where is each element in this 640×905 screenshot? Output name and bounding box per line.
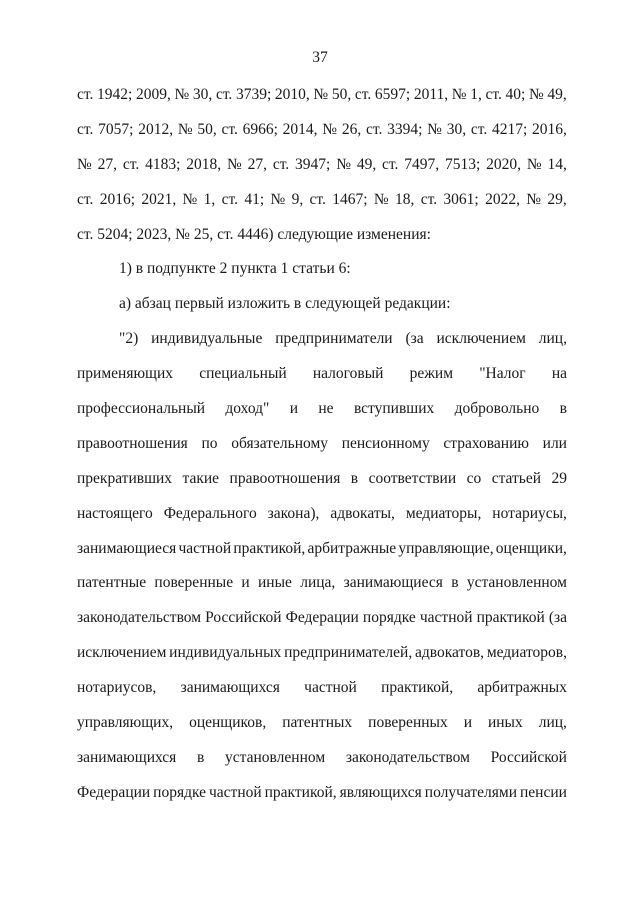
text-line bbox=[77, 397, 567, 432]
word: профессиональный bbox=[77, 400, 206, 418]
word: 49, bbox=[356, 155, 377, 173]
word: закона), bbox=[267, 504, 320, 522]
text-line bbox=[77, 118, 567, 153]
word: ст. bbox=[77, 86, 94, 103]
word: страхованию bbox=[443, 434, 529, 452]
word: 1467; bbox=[332, 190, 368, 208]
word: 30, bbox=[446, 120, 467, 138]
word: 4217; bbox=[491, 120, 528, 138]
word: 1, bbox=[203, 190, 216, 208]
text-line bbox=[77, 188, 567, 223]
word: ст. bbox=[365, 120, 383, 138]
word: иные bbox=[258, 574, 292, 592]
word: ст. bbox=[354, 86, 372, 103]
word: практикой bbox=[476, 609, 545, 627]
word: в bbox=[559, 400, 567, 418]
word: частной bbox=[178, 539, 232, 557]
word: ст. bbox=[221, 190, 238, 208]
word: ст. bbox=[221, 120, 238, 138]
word: 1, bbox=[470, 86, 482, 103]
word: ст. bbox=[215, 86, 233, 103]
word: нотариусы, bbox=[492, 504, 567, 522]
word: индивидуальных bbox=[169, 644, 282, 662]
word: практикой, bbox=[264, 783, 337, 801]
word: индивидуальные bbox=[151, 330, 263, 348]
word: вступивших bbox=[353, 400, 435, 418]
word: являющихся bbox=[339, 783, 422, 801]
word: 3061; bbox=[443, 190, 479, 208]
word: (за bbox=[548, 609, 567, 627]
word: налоговый bbox=[312, 365, 384, 383]
word: получателями bbox=[424, 783, 518, 801]
word: № bbox=[177, 120, 193, 138]
word: в bbox=[197, 748, 205, 766]
word: правоотношения bbox=[229, 469, 341, 487]
word: и bbox=[463, 714, 472, 732]
word: управляющих, bbox=[77, 714, 174, 732]
word: 2021, bbox=[141, 190, 177, 208]
text-line bbox=[77, 781, 567, 816]
word: оценщиков, bbox=[189, 714, 267, 732]
word: адвокаты, bbox=[330, 504, 395, 522]
word: 7513; bbox=[444, 155, 481, 173]
text-line bbox=[77, 676, 567, 711]
word: арбитражных bbox=[477, 679, 567, 697]
text-line: а) абзац первый изложить в следующей редакции: bbox=[119, 295, 451, 313]
word: № bbox=[336, 155, 351, 173]
text-line bbox=[77, 711, 567, 746]
word: 6597; bbox=[374, 86, 411, 103]
word: лица, bbox=[300, 574, 336, 592]
word: 2016; bbox=[99, 190, 136, 208]
word: № bbox=[322, 120, 338, 138]
word: порядке bbox=[362, 609, 416, 627]
word: правоотношения bbox=[77, 434, 188, 452]
text-line bbox=[77, 432, 567, 467]
word: № bbox=[427, 120, 442, 138]
word: (за bbox=[405, 330, 424, 348]
text-line: 1) в подпункте 2 пункта 1 статьи 6: bbox=[119, 260, 351, 278]
word: частной bbox=[419, 609, 473, 627]
word: медиаторов, bbox=[486, 644, 567, 662]
word: практикой, bbox=[381, 679, 454, 697]
word: прекративших bbox=[77, 469, 173, 487]
word: не bbox=[318, 400, 334, 418]
word: № bbox=[313, 86, 329, 103]
word: и bbox=[241, 574, 250, 592]
word: практикой, bbox=[233, 539, 306, 557]
word: 2018, bbox=[186, 155, 222, 173]
word: или bbox=[542, 434, 567, 452]
word: поверенные bbox=[154, 574, 234, 592]
word: ст. bbox=[77, 120, 94, 138]
word: 3947; bbox=[295, 155, 331, 173]
word: в bbox=[451, 574, 459, 592]
word: 40; bbox=[505, 86, 526, 103]
word: 7057; bbox=[98, 120, 134, 138]
word: 1942; bbox=[97, 86, 133, 103]
text-line bbox=[77, 467, 567, 502]
word: "2) bbox=[119, 330, 139, 348]
word: ст. bbox=[470, 120, 488, 138]
word: порядке bbox=[153, 783, 207, 801]
word: № bbox=[451, 86, 467, 103]
word: режим bbox=[409, 365, 454, 383]
word: соответствии bbox=[368, 469, 457, 487]
word: предприниматели bbox=[275, 330, 393, 348]
word: Федерации bbox=[77, 783, 151, 801]
word: нотариусов, bbox=[77, 679, 157, 697]
word: "Налог bbox=[479, 365, 526, 383]
word: патентных bbox=[282, 714, 353, 732]
word: частной bbox=[208, 783, 262, 801]
word: 18, bbox=[395, 190, 415, 208]
word: 6966; bbox=[242, 120, 278, 138]
word: 3394; bbox=[387, 120, 423, 138]
text-line bbox=[77, 153, 567, 188]
word: Российской bbox=[205, 609, 282, 627]
word: 49, bbox=[547, 86, 567, 103]
word: обязательному bbox=[231, 434, 328, 452]
word: пенсионному bbox=[341, 434, 430, 452]
text-line: ст. 5204; 2023, № 25, ст. 4446) следующие изменения: bbox=[77, 225, 431, 243]
word: исключением bbox=[436, 330, 526, 348]
word: поверенных bbox=[368, 714, 448, 732]
word: 2022, bbox=[485, 190, 520, 208]
word: предпринимателей, bbox=[284, 644, 413, 662]
word: 3739; bbox=[235, 86, 272, 103]
word: 2020, bbox=[486, 155, 522, 173]
word: ст. bbox=[272, 155, 290, 173]
word: 2014, bbox=[282, 120, 318, 138]
word: такие bbox=[182, 469, 220, 487]
word: № bbox=[373, 190, 389, 208]
word: статьей bbox=[491, 469, 542, 487]
word: в bbox=[350, 469, 359, 487]
word: занимающихся bbox=[77, 748, 177, 766]
word: 2010, bbox=[274, 86, 310, 103]
word: частной bbox=[304, 679, 357, 697]
text-line bbox=[77, 641, 567, 676]
text-line bbox=[77, 746, 567, 781]
page-number: 37 bbox=[312, 49, 328, 66]
word: ст. bbox=[382, 155, 399, 173]
word: добровольно bbox=[454, 400, 540, 418]
text-line bbox=[77, 502, 567, 537]
word: применяющих bbox=[77, 365, 174, 383]
word: 2009, bbox=[135, 86, 171, 103]
word: по bbox=[201, 434, 218, 452]
word: исключением bbox=[77, 644, 167, 662]
word: № bbox=[526, 190, 542, 208]
word: лиц, bbox=[538, 714, 567, 732]
text-line bbox=[77, 362, 567, 397]
word: 2011, bbox=[413, 86, 449, 103]
text-line bbox=[77, 571, 567, 606]
word: ст. bbox=[420, 190, 438, 208]
word: занимающиеся bbox=[343, 574, 443, 592]
word: 30, bbox=[192, 86, 213, 103]
text-line bbox=[77, 606, 567, 641]
word: № bbox=[174, 86, 190, 103]
word: № bbox=[270, 190, 286, 208]
word: доход" bbox=[225, 400, 270, 418]
word: арбитражные bbox=[307, 539, 397, 557]
word: ст. bbox=[309, 190, 326, 208]
text-line bbox=[77, 327, 567, 362]
word: № bbox=[526, 155, 542, 173]
word: 27, bbox=[97, 155, 118, 173]
word: занимающихся bbox=[180, 679, 280, 697]
word: 7497, bbox=[404, 155, 440, 173]
word: 41; bbox=[244, 190, 265, 208]
word: № bbox=[528, 86, 544, 103]
word: 2012, bbox=[138, 120, 174, 138]
word: 26, bbox=[341, 120, 362, 138]
word: установленном bbox=[225, 748, 326, 766]
word: 29 bbox=[551, 469, 567, 487]
word: на bbox=[551, 365, 567, 383]
word: № bbox=[182, 190, 198, 208]
word: 4183; bbox=[145, 155, 181, 173]
word: законодательством bbox=[345, 748, 470, 766]
document-body bbox=[77, 83, 567, 816]
word: ст. bbox=[485, 86, 502, 103]
word: адвокатов, bbox=[415, 644, 485, 662]
word: иных bbox=[487, 714, 523, 732]
word: патентные bbox=[77, 574, 147, 592]
word: медиаторы, bbox=[405, 504, 482, 522]
word: законодательством bbox=[77, 609, 202, 627]
word: лиц, bbox=[538, 330, 567, 348]
word: настоящего bbox=[77, 504, 153, 522]
word: Федерального bbox=[163, 504, 257, 522]
word: специальный bbox=[199, 365, 287, 383]
word: со bbox=[466, 469, 482, 487]
word: Федерации bbox=[285, 609, 359, 627]
word: 27, bbox=[247, 155, 267, 173]
word: 14, bbox=[547, 155, 567, 173]
word: установленном bbox=[466, 574, 567, 592]
word: пенсии bbox=[519, 783, 567, 801]
word: 50, bbox=[197, 120, 217, 138]
word: Российской bbox=[490, 748, 567, 766]
text-line bbox=[77, 537, 567, 572]
word: ст. bbox=[122, 155, 140, 173]
word: 50, bbox=[331, 86, 352, 103]
word: 29, bbox=[547, 190, 567, 208]
word: и bbox=[289, 400, 299, 418]
word: оценщики, bbox=[495, 539, 567, 557]
word: управляющие, bbox=[398, 539, 494, 557]
word: № bbox=[77, 155, 92, 173]
text-line bbox=[77, 83, 567, 118]
word: занимающиеся bbox=[77, 539, 177, 557]
word: 2016, bbox=[532, 120, 567, 138]
word: № bbox=[226, 155, 242, 173]
word: ст. bbox=[77, 190, 94, 208]
word: 9, bbox=[291, 190, 304, 208]
